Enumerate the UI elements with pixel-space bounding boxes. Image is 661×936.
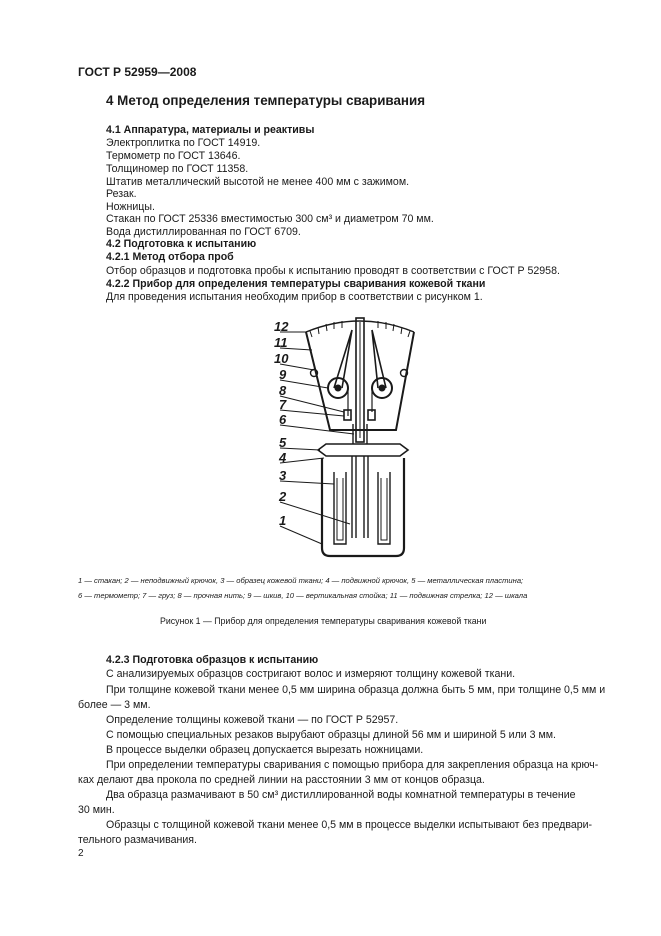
list-item: Электроплитка по ГОСТ 14919. [106, 137, 261, 149]
subsection-heading-4-1: 4.1 Аппаратура, материалы и реактивы [106, 124, 315, 136]
figure-caption: Рисунок 1 — Прибор для определения температуры сваривания кожевой ткани [160, 616, 487, 626]
paragraph: С помощью специальных резаков вырубают образцы длиной 56 мм и шириной 5 или 3 мм. [106, 729, 556, 741]
figure-label-11: 11 [274, 335, 288, 350]
paragraph: При толщине кожевой ткани менее 0,5 мм ширина образца должна быть 5 мм, при толщине 0,5 мм и [106, 684, 606, 696]
figure-label-12: 12 [274, 319, 289, 334]
subsection-heading-4-2: 4.2 Подготовка к испытанию [106, 238, 257, 250]
list-item: Вода дистиллированная по ГОСТ 6709. [106, 226, 301, 238]
paragraph-continuation: 30 мин. [78, 804, 115, 816]
page-number: 2 [78, 848, 84, 859]
apparatus-figure [270, 312, 420, 562]
list-item: Резак. [106, 188, 137, 200]
paragraph-continuation: тельного размачивания. [78, 834, 197, 846]
paragraph-continuation: ках делают два прокола по средней линии на расстоянии 3 мм от концов образца. [78, 774, 485, 786]
paragraph: Для проведения испытания необходим прибор в соответствии с рисунком 1. [106, 291, 483, 303]
list-item: Стакан по ГОСТ 25336 вместимостью 300 см³ и диаметром 70 мм. [106, 213, 434, 225]
figure-legend-line: 6 — термометр; 7 — груз; 8 — прочная нить; 9 — шкив, 10 — вертикальная стойка; 11 — подвижная стрелка; 12 — шкала [78, 591, 528, 600]
paragraph: Два образца размачивают в 50 см³ дистиллированной воды комнатной температуры в течение [106, 789, 576, 801]
paragraph: Определение толщины кожевой ткани — по ГОСТ Р 52957. [106, 714, 399, 726]
figure-label-7: 7 [279, 397, 287, 412]
figure-label-1: 1 [279, 513, 287, 528]
subsection-heading-4-2-1: 4.2.1 Метод отбора проб [106, 251, 234, 263]
figure-label-2: 2 [279, 489, 287, 504]
figure-label-4: 4 [279, 450, 287, 465]
subsection-heading-4-2-3: 4.2.3 Подготовка образцов к испытанию [106, 654, 319, 666]
figure-label-3: 3 [279, 468, 287, 483]
list-item: Штатив металлический высотой не менее 400 мм с зажимом. [106, 176, 410, 188]
figure-label-9: 9 [279, 367, 287, 382]
figure-label-10: 10 [274, 351, 289, 366]
figure-label-8: 8 [279, 383, 287, 398]
figure-label-6: 6 [279, 412, 287, 427]
paragraph: При определении температуры сваривания с помощью прибора для закрепления образца на крюч- [106, 759, 599, 771]
paragraph: Образцы с толщиной кожевой ткани менее 0,5 мм в процессе выделки испытывают без предвари- [106, 819, 593, 831]
list-item: Термометр по ГОСТ 13646. [106, 150, 241, 162]
figure-legend-line: 1 — стакан; 2 — неподвижный крючок, 3 — образец кожевой ткани; 4 — подвижной крючок, 5 — металлическая пластина; [78, 576, 524, 585]
document-header: ГОСТ Р 52959—2008 [78, 65, 197, 79]
paragraph: С анализируемых образцов состригают волос и измеряют толщину кожевой ткани. [106, 668, 516, 680]
paragraph: В процессе выделки образец допускается вырезать ножницами. [106, 744, 424, 756]
subsection-heading-4-2-2: 4.2.2 Прибор для определения температуры сваривания кожевой ткани [106, 278, 486, 290]
list-item: Ножницы. [106, 201, 155, 213]
figure-label-5: 5 [279, 435, 287, 450]
paragraph-continuation: более — 3 мм. [78, 699, 151, 711]
paragraph: Отбор образцов и подготовка пробы к испытанию проводят в соответствии с ГОСТ Р 52958. [106, 265, 560, 277]
section-title: 4 Метод определения температуры сваривания [106, 93, 426, 108]
list-item: Толщиномер по ГОСТ 11358. [106, 163, 249, 175]
